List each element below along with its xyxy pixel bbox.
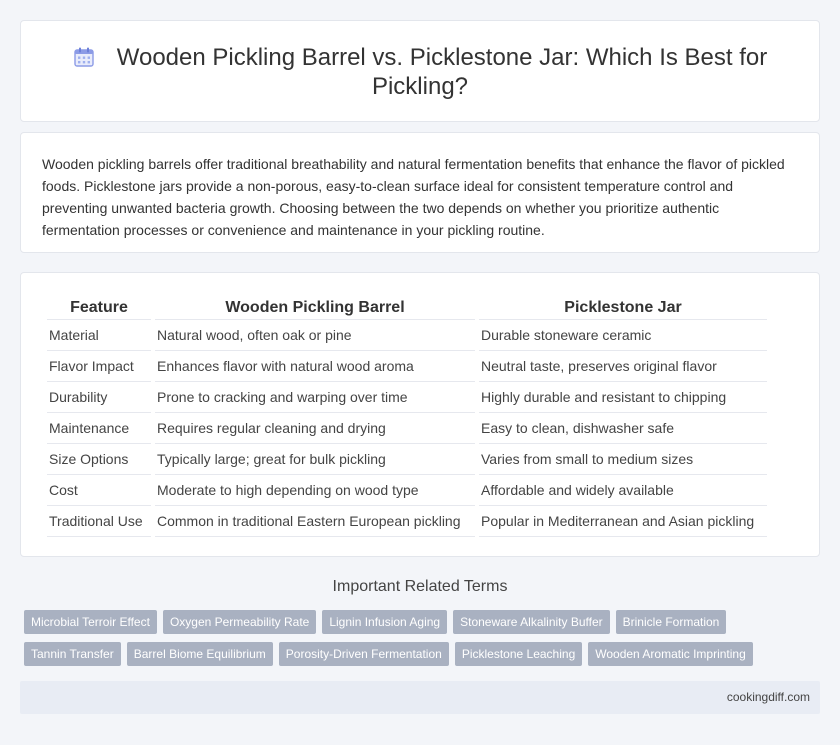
page-title-wrap bbox=[61, 43, 779, 101]
row-feature: Durability bbox=[47, 382, 151, 413]
comparison-card bbox=[20, 272, 820, 557]
row-wooden-value: Prone to cracking and warping over time bbox=[155, 382, 475, 413]
intro-text: Wooden pickling barrels offer traditional breathability and natural fermentation benefits that enhance the flavor of pickled foods. Picklestone jars provide a non-porous, easy-to-clean surface ideal for consistent temperature control and preventing unwanted bacteria growth. Choosing between the two depends on whether you prioritize authentic fermentation processes or convenience and maintenance in your pickling routine. bbox=[42, 156, 785, 238]
tag-stoneware-alkalinity-buffer[interactable]: Stoneware Alkalinity Buffer bbox=[453, 610, 610, 634]
page-title: Wooden Pickling Barrel vs. Picklestone Jar: Which Is Best for Pickling? bbox=[116, 44, 768, 100]
row-feature: Size Options bbox=[47, 444, 151, 475]
related-terms-tags bbox=[20, 610, 820, 674]
row-picklestone-value: Easy to clean, dishwasher safe bbox=[479, 413, 767, 444]
footer-site-link[interactable]: cookingdiff.com bbox=[726, 690, 810, 704]
row-picklestone-value: Popular in Mediterranean and Asian pickling bbox=[479, 506, 767, 537]
footer bbox=[20, 681, 820, 714]
intro-card bbox=[20, 132, 820, 253]
comparison-table bbox=[43, 293, 771, 537]
row-feature: Maintenance bbox=[47, 413, 151, 444]
row-feature: Traditional Use bbox=[47, 506, 151, 537]
tag-row-2 bbox=[24, 642, 820, 666]
tag-lignin-infusion-aging[interactable]: Lignin Infusion Aging bbox=[322, 610, 447, 634]
tag-microbial-terroir-effect[interactable]: Microbial Terroir Effect bbox=[24, 610, 157, 634]
row-picklestone-value: Highly durable and resistant to chipping bbox=[479, 382, 767, 413]
header-wooden-barrel: Wooden Pickling Barrel bbox=[155, 293, 475, 320]
row-wooden-value: Requires regular cleaning and drying bbox=[155, 413, 475, 444]
row-feature: Flavor Impact bbox=[47, 351, 151, 382]
table-row bbox=[47, 506, 767, 537]
table-row bbox=[47, 475, 767, 506]
row-wooden-value: Common in traditional Eastern European pickling bbox=[155, 506, 475, 537]
tag-barrel-biome-equilibrium[interactable]: Barrel Biome Equilibrium bbox=[127, 642, 273, 666]
table-row bbox=[47, 320, 767, 351]
related-terms-heading: Important Related Terms bbox=[332, 578, 508, 595]
row-wooden-value: Enhances flavor with natural wood aroma bbox=[155, 351, 475, 382]
tag-porosity-driven-fermentation[interactable]: Porosity-Driven Fermentation bbox=[279, 642, 449, 666]
header-feature: Feature bbox=[47, 293, 151, 320]
row-feature: Cost bbox=[47, 475, 151, 506]
header-picklestone-jar: Picklestone Jar bbox=[479, 293, 767, 320]
table-row bbox=[47, 444, 767, 475]
tag-picklestone-leaching[interactable]: Picklestone Leaching bbox=[455, 642, 582, 666]
row-feature: Material bbox=[47, 320, 151, 351]
table-row bbox=[47, 382, 767, 413]
row-wooden-value: Typically large; great for bulk pickling bbox=[155, 444, 475, 475]
tag-oxygen-permeability-rate[interactable]: Oxygen Permeability Rate bbox=[163, 610, 316, 634]
row-picklestone-value: Neutral taste, preserves original flavor bbox=[479, 351, 767, 382]
calendar-icon bbox=[73, 46, 95, 68]
tag-brinicle-formation[interactable]: Brinicle Formation bbox=[616, 610, 727, 634]
table-row bbox=[47, 351, 767, 382]
row-picklestone-value: Durable stoneware ceramic bbox=[479, 320, 767, 351]
row-picklestone-value: Affordable and widely available bbox=[479, 475, 767, 506]
tag-tannin-transfer[interactable]: Tannin Transfer bbox=[24, 642, 121, 666]
title-card bbox=[20, 20, 820, 122]
table-row bbox=[47, 413, 767, 444]
tag-row-1 bbox=[24, 610, 820, 634]
table-header-row bbox=[47, 293, 767, 320]
row-wooden-value: Moderate to high depending on wood type bbox=[155, 475, 475, 506]
row-picklestone-value: Varies from small to medium sizes bbox=[479, 444, 767, 475]
tag-wooden-aromatic-imprinting[interactable]: Wooden Aromatic Imprinting bbox=[588, 642, 753, 666]
row-wooden-value: Natural wood, often oak or pine bbox=[155, 320, 475, 351]
